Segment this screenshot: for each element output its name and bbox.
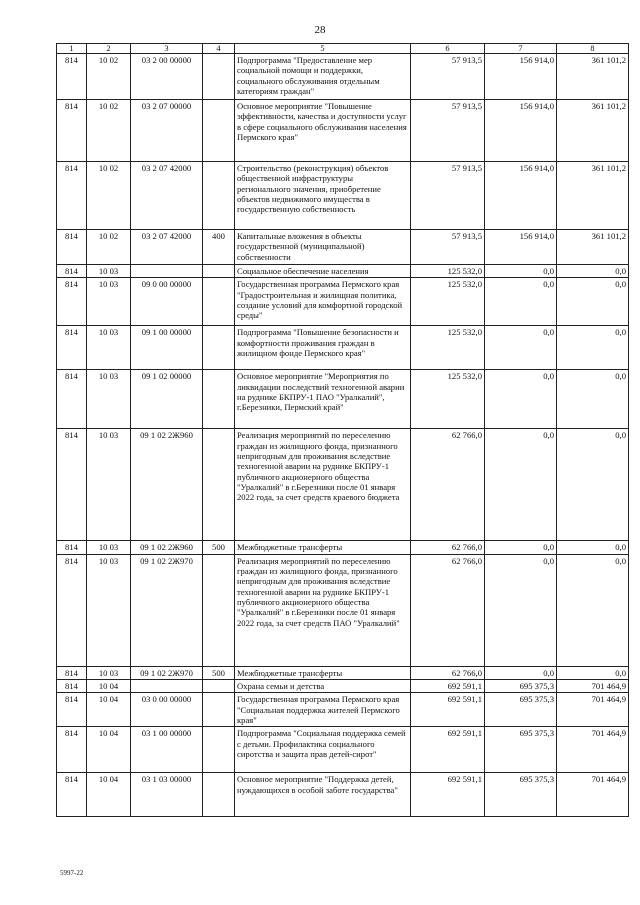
column-header: 4: [203, 44, 235, 54]
column-header: 6: [411, 44, 485, 54]
expense-type-cell: 500: [203, 666, 235, 679]
expense-type-cell: [203, 265, 235, 278]
amount-2023-cell: 692 591,1: [411, 773, 485, 817]
section-code-cell: 10 03: [87, 370, 131, 429]
admin-code-cell: 814: [57, 54, 87, 100]
table-row: [57, 429, 629, 541]
section-code-cell: 10 02: [87, 230, 131, 265]
amount-2023-cell: 57 913,5: [411, 54, 485, 100]
name-cell: Подпрограмма "Предоставление мер социальной помощи и поддержки, социального обслуживания отдельным категориям граждан": [235, 54, 411, 100]
name-cell: Строительство (реконструкция) объектов общественной инфраструктуры регионального значения, приобретение объектов недвижимого имущества в государственную собственность: [235, 162, 411, 230]
admin-code-cell: 814: [57, 541, 87, 554]
name-cell: Государственная программа Пермского края "Социальная поддержка жителей Пермского края": [235, 693, 411, 727]
target-code-cell: 03 2 07 00000: [131, 100, 203, 162]
table-row: [57, 541, 629, 554]
column-header: 1: [57, 44, 87, 54]
amount-2025-cell: 701 464,9: [557, 679, 629, 692]
name-cell: Межбюджетные трансферты: [235, 541, 411, 554]
table-row: [57, 727, 629, 773]
page-number: 28: [314, 24, 326, 36]
amount-2023-cell: 57 913,5: [411, 100, 485, 162]
section-code-cell: 10 04: [87, 773, 131, 817]
table-row: [57, 54, 629, 100]
amount-2025-cell: 0,0: [557, 278, 629, 326]
amount-2023-cell: 62 766,0: [411, 554, 485, 666]
amount-2024-cell: 695 375,3: [485, 727, 557, 773]
name-cell: Капитальные вложения в объекты государственной (муниципальной) собственности: [235, 230, 411, 265]
admin-code-cell: 814: [57, 162, 87, 230]
amount-2024-cell: 156 914,0: [485, 54, 557, 100]
target-code-cell: 03 1 03 00000: [131, 773, 203, 817]
section-code-cell: 10 02: [87, 162, 131, 230]
table-row: [57, 554, 629, 666]
section-code-cell: 10 02: [87, 100, 131, 162]
admin-code-cell: 814: [57, 727, 87, 773]
admin-code-cell: 814: [57, 370, 87, 429]
amount-2025-cell: 0,0: [557, 265, 629, 278]
section-code-cell: 10 03: [87, 554, 131, 666]
admin-code-cell: 814: [57, 278, 87, 326]
admin-code-cell: 814: [57, 679, 87, 692]
name-cell: Подпрограмма "Повышение безопасности и комфортности проживания граждан в жилищном фонде Пермского края": [235, 326, 411, 370]
admin-code-cell: 814: [57, 693, 87, 727]
name-cell: Основное мероприятие "Повышение эффективности, качества и доступности услуг в сфере социального обслуживания населения Пермского края": [235, 100, 411, 162]
target-code-cell: 09 1 02 00000: [131, 370, 203, 429]
amount-2025-cell: 361 101,2: [557, 100, 629, 162]
admin-code-cell: 814: [57, 429, 87, 541]
amount-2024-cell: 0,0: [485, 554, 557, 666]
section-code-cell: 10 03: [87, 666, 131, 679]
table-row: [57, 265, 629, 278]
column-header: 8: [557, 44, 629, 54]
name-cell: Реализация мероприятий по переселению граждан из жилищного фонда, признанного непригодным для проживания вследствие техногенной аварии на руднике БКПРУ-1 публичного акционерного общества "Уралкалий" в г.Березники после 01 января 2022 года, за счет средств краевого бюджета: [235, 429, 411, 541]
amount-2025-cell: 0,0: [557, 666, 629, 679]
amount-2023-cell: 62 766,0: [411, 666, 485, 679]
amount-2025-cell: 0,0: [557, 326, 629, 370]
amount-2023-cell: 125 532,0: [411, 326, 485, 370]
column-header: 7: [485, 44, 557, 54]
section-code-cell: 10 04: [87, 693, 131, 727]
amount-2023-cell: 125 532,0: [411, 265, 485, 278]
expense-type-cell: [203, 54, 235, 100]
table-row: [57, 773, 629, 817]
table-row: [57, 666, 629, 679]
table-body: [57, 54, 629, 817]
table-row: [57, 162, 629, 230]
table-row: [57, 100, 629, 162]
amount-2023-cell: 62 766,0: [411, 541, 485, 554]
target-code-cell: [131, 679, 203, 692]
section-code-cell: 10 03: [87, 278, 131, 326]
amount-2023-cell: 125 532,0: [411, 370, 485, 429]
expense-type-cell: [203, 326, 235, 370]
name-cell: Межбюджетные трансферты: [235, 666, 411, 679]
name-cell: Подпрограмма "Социальная поддержка семей с детьми. Профилактика социального сиротства и защита прав детей-сирот": [235, 727, 411, 773]
amount-2025-cell: 0,0: [557, 554, 629, 666]
section-code-cell: 10 04: [87, 727, 131, 773]
target-code-cell: 03 0 00 00000: [131, 693, 203, 727]
amount-2023-cell: 57 913,5: [411, 230, 485, 265]
amount-2025-cell: 361 101,2: [557, 230, 629, 265]
target-code-cell: 09 1 00 00000: [131, 326, 203, 370]
table-row: [57, 230, 629, 265]
amount-2023-cell: 62 766,0: [411, 429, 485, 541]
amount-2024-cell: 0,0: [485, 429, 557, 541]
expense-type-cell: [203, 773, 235, 817]
target-code-cell: 09 1 02 2Ж970: [131, 554, 203, 666]
target-code-cell: 03 2 00 00000: [131, 54, 203, 100]
admin-code-cell: 814: [57, 554, 87, 666]
name-cell: Реализация мероприятий по переселению граждан из жилищного фонда, признанного непригодным для проживания вследствие техногенной аварии на руднике БКПРУ-1 публичного акционерного общества "Уралкалий" в г.Березники после 01 января 2022 года, за счет средств ПАО "Уралкалий": [235, 554, 411, 666]
target-code-cell: 09 0 00 00000: [131, 278, 203, 326]
name-cell: Основное мероприятие "Поддержка детей, нуждающихся в особой заботе государства": [235, 773, 411, 817]
amount-2023-cell: 692 591,1: [411, 679, 485, 692]
amount-2025-cell: 701 464,9: [557, 693, 629, 727]
section-code-cell: 10 02: [87, 54, 131, 100]
amount-2023-cell: 692 591,1: [411, 727, 485, 773]
table-row: [57, 693, 629, 727]
amount-2025-cell: 0,0: [557, 541, 629, 554]
amount-2024-cell: 156 914,0: [485, 162, 557, 230]
section-code-cell: 10 03: [87, 429, 131, 541]
admin-code-cell: 814: [57, 265, 87, 278]
amount-2025-cell: 361 101,2: [557, 162, 629, 230]
target-code-cell: 09 1 02 2Ж970: [131, 666, 203, 679]
admin-code-cell: 814: [57, 326, 87, 370]
target-code-cell: 09 1 02 2Ж960: [131, 429, 203, 541]
name-cell: Социальное обеспечение населения: [235, 265, 411, 278]
admin-code-cell: 814: [57, 666, 87, 679]
table-header-row: [57, 44, 629, 54]
amount-2024-cell: 695 375,3: [485, 773, 557, 817]
expense-type-cell: [203, 370, 235, 429]
expense-type-cell: [203, 679, 235, 692]
budget-table: [56, 43, 629, 817]
column-header: 5: [235, 44, 411, 54]
amount-2024-cell: 0,0: [485, 278, 557, 326]
amount-2024-cell: 0,0: [485, 541, 557, 554]
table-row: [57, 326, 629, 370]
name-cell: Основное мероприятие "Мероприятия по ликвидации последствий техногенной аварии на руднике БКПРУ-1 ПАО "Уралкалий", г.Березники, Пермский край": [235, 370, 411, 429]
target-code-cell: 09 1 02 2Ж960: [131, 541, 203, 554]
column-header: 2: [87, 44, 131, 54]
expense-type-cell: [203, 693, 235, 727]
table-row: [57, 679, 629, 692]
amount-2024-cell: 156 914,0: [485, 230, 557, 265]
section-code-cell: 10 03: [87, 265, 131, 278]
footer-code: 5997-22: [60, 869, 84, 877]
amount-2025-cell: 0,0: [557, 370, 629, 429]
admin-code-cell: 814: [57, 230, 87, 265]
amount-2025-cell: 361 101,2: [557, 54, 629, 100]
table-row: [57, 278, 629, 326]
amount-2025-cell: 0,0: [557, 429, 629, 541]
section-code-cell: 10 03: [87, 326, 131, 370]
amount-2023-cell: 57 913,5: [411, 162, 485, 230]
amount-2024-cell: 0,0: [485, 370, 557, 429]
name-cell: Государственная программа Пермского края "Градостроительная и жилищная политика, создание условий для комфортной городской среды": [235, 278, 411, 326]
expense-type-cell: [203, 429, 235, 541]
amount-2024-cell: 695 375,3: [485, 679, 557, 692]
expense-type-cell: [203, 554, 235, 666]
target-code-cell: 03 1 00 00000: [131, 727, 203, 773]
expense-type-cell: [203, 162, 235, 230]
target-code-cell: [131, 265, 203, 278]
amount-2025-cell: 701 464,9: [557, 727, 629, 773]
amount-2025-cell: 701 464,9: [557, 773, 629, 817]
section-code-cell: 10 03: [87, 541, 131, 554]
amount-2024-cell: 0,0: [485, 326, 557, 370]
amount-2024-cell: 0,0: [485, 265, 557, 278]
expense-type-cell: [203, 100, 235, 162]
column-header: 3: [131, 44, 203, 54]
expense-type-cell: [203, 278, 235, 326]
amount-2023-cell: 692 591,1: [411, 693, 485, 727]
table-row: [57, 370, 629, 429]
expense-type-cell: 400: [203, 230, 235, 265]
target-code-cell: 03 2 07 42000: [131, 230, 203, 265]
target-code-cell: 03 2 07 42000: [131, 162, 203, 230]
admin-code-cell: 814: [57, 773, 87, 817]
amount-2023-cell: 125 532,0: [411, 278, 485, 326]
amount-2024-cell: 156 914,0: [485, 100, 557, 162]
section-code-cell: 10 04: [87, 679, 131, 692]
amount-2024-cell: 0,0: [485, 666, 557, 679]
expense-type-cell: [203, 727, 235, 773]
admin-code-cell: 814: [57, 100, 87, 162]
amount-2024-cell: 695 375,3: [485, 693, 557, 727]
name-cell: Охрана семьи и детства: [235, 679, 411, 692]
expense-type-cell: 500: [203, 541, 235, 554]
